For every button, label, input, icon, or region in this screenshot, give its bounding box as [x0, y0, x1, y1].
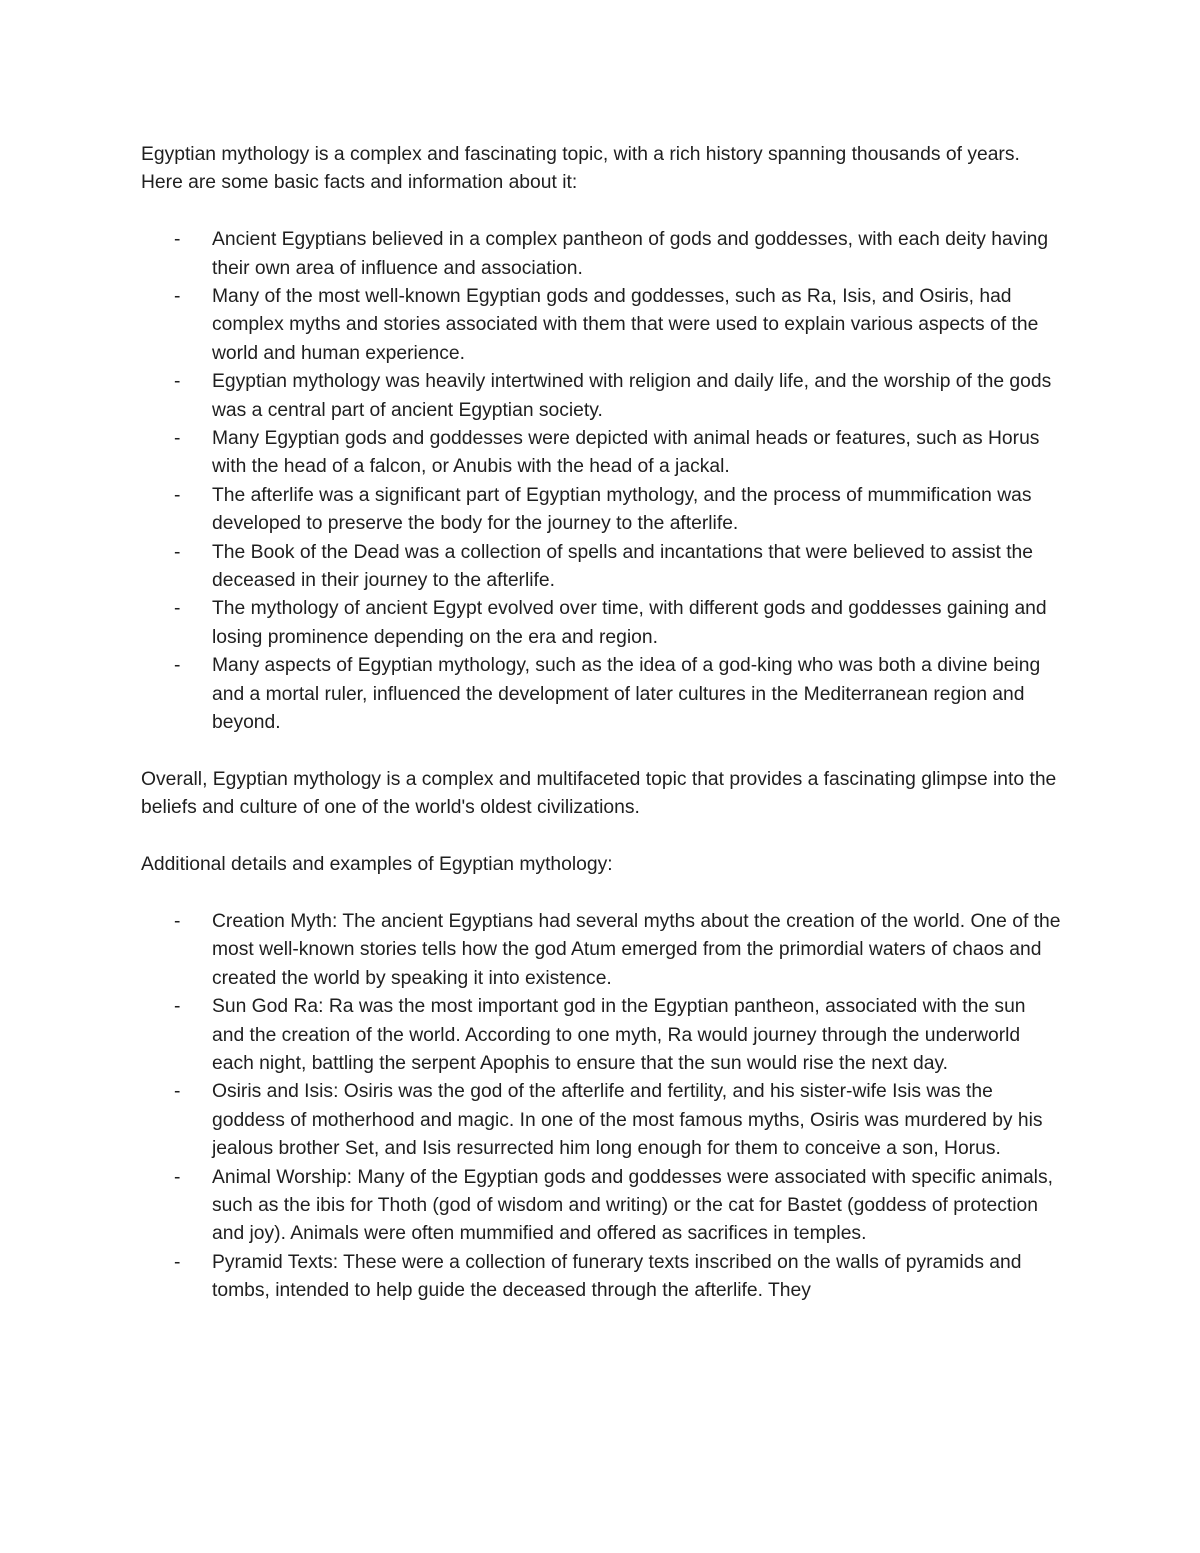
list-item [141, 283, 1061, 368]
list-item-text: Animal Worship: Many of the Egyptian gods and goddesses were associated with specific animals, such as the ibis for Thoth (god of wisdom and writing) or the cat for Bastet (goddess of protection and joy). Animals were often mummified and offered as sacrifices in temples. [212, 1166, 1053, 1245]
bullet-dash: - [174, 428, 181, 450]
facts-list [141, 226, 1061, 737]
bullet-dash: - [174, 598, 181, 620]
list-item-text: Osiris and Isis: Osiris was the god of the afterlife and fertility, and his sister-wife Isis was the goddess of motherhood and magic. In one of the most famous myths, Osiris was murdered by his jealous brother Set, and Isis resurrected him long enough for them to conceive a son, Horus. [212, 1081, 1043, 1160]
list-item-text: The mythology of ancient Egypt evolved over time, with different gods and goddesses gaining and losing prominence depending on the era and region. [212, 598, 1047, 648]
bullet-dash: - [174, 1166, 181, 1188]
list-item [141, 993, 1061, 1078]
list-item [141, 595, 1061, 652]
bullet-dash: - [174, 229, 181, 251]
list-item [141, 425, 1061, 482]
bullet-dash: - [174, 1251, 181, 1273]
list-item-text: Many of the most well-known Egyptian gods and goddesses, such as Ra, Isis, and Osiris, had complex myths and stories associated with them that were used to explain various aspects of the world and human experience. [212, 286, 1039, 364]
list-item [141, 539, 1061, 596]
list-item [141, 482, 1061, 539]
bullet-dash: - [174, 1081, 181, 1103]
bullet-dash: - [174, 996, 181, 1018]
list-item-text: Creation Myth: The ancient Egyptians had several myths about the creation of the world. One of the most well-known stories tells how the god Atum emerged from the primordial waters of chaos and created the world by speaking it into existence. [212, 910, 1061, 989]
bullet-dash: - [174, 371, 181, 393]
bullet-dash: - [174, 484, 181, 506]
bullet-dash: - [174, 910, 181, 932]
list-item-text: The Book of the Dead was a collection of spells and incantations that were believed to assist the deceased in their journey to the afterlife. [212, 541, 1034, 592]
bullet-dash: - [174, 655, 181, 677]
list-item-text: Many Egyptian gods and goddesses were depicted with animal heads or features, such as Horus with the head of a falcon, or Anubis with the head of a jackal. [212, 428, 1040, 478]
paragraph-spacer [141, 880, 1061, 908]
document-body [141, 141, 1061, 1306]
paragraph-spacer [141, 823, 1061, 851]
details-list [141, 908, 1061, 1306]
list-item [141, 1078, 1061, 1163]
list-item [141, 368, 1061, 425]
list-item-text: Sun God Ra: Ra was the most important god in the Egyptian pantheon, associated with the sun and the creation of the world. According to one myth, Ra would journey through the underworld each night, battling the serpent Apophis to ensure that the sun would rise the next day. [212, 996, 1026, 1074]
list-item [141, 652, 1061, 737]
paragraph-spacer [141, 198, 1061, 226]
list-item-text: Pyramid Texts: These were a collection of funerary texts inscribed on the walls of pyramids and tombs, intended to help guide the deceased through the afterlife. They [212, 1251, 1022, 1302]
intro-paragraph: Egyptian mythology is a complex and fascinating topic, with a rich history spanning thousands of years. Here are some basic facts and information about it: [141, 144, 1020, 194]
list-item [141, 1249, 1061, 1306]
additional-heading: Additional details and examples of Egyptian mythology: [141, 854, 613, 876]
list-item-text: Ancient Egyptians believed in a complex pantheon of gods and goddesses, with each deity having their own area of influence and association. [212, 229, 1049, 279]
bullet-dash: - [174, 286, 181, 308]
list-item [141, 908, 1061, 993]
paragraph-spacer [141, 738, 1061, 766]
list-item-text: The afterlife was a significant part of Egyptian mythology, and the process of mummification was developed to preserve the body for the journey to the afterlife. [212, 484, 1032, 535]
list-item [141, 226, 1061, 283]
list-item [141, 1164, 1061, 1249]
overall-paragraph: Overall, Egyptian mythology is a complex and multifaceted topic that provides a fascinating glimpse into the beliefs and culture of one of the world's oldest civilizations. [141, 768, 1057, 819]
bullet-dash: - [174, 541, 181, 563]
list-item-text: Many aspects of Egyptian mythology, such as the idea of a god-king who was both a divine being and a mortal ruler, influenced the development of later cultures in the Mediterranean region and beyond. [212, 655, 1041, 734]
list-item-text: Egyptian mythology was heavily intertwined with religion and daily life, and the worship of the gods was a central part of ancient Egyptian society. [212, 371, 1052, 421]
